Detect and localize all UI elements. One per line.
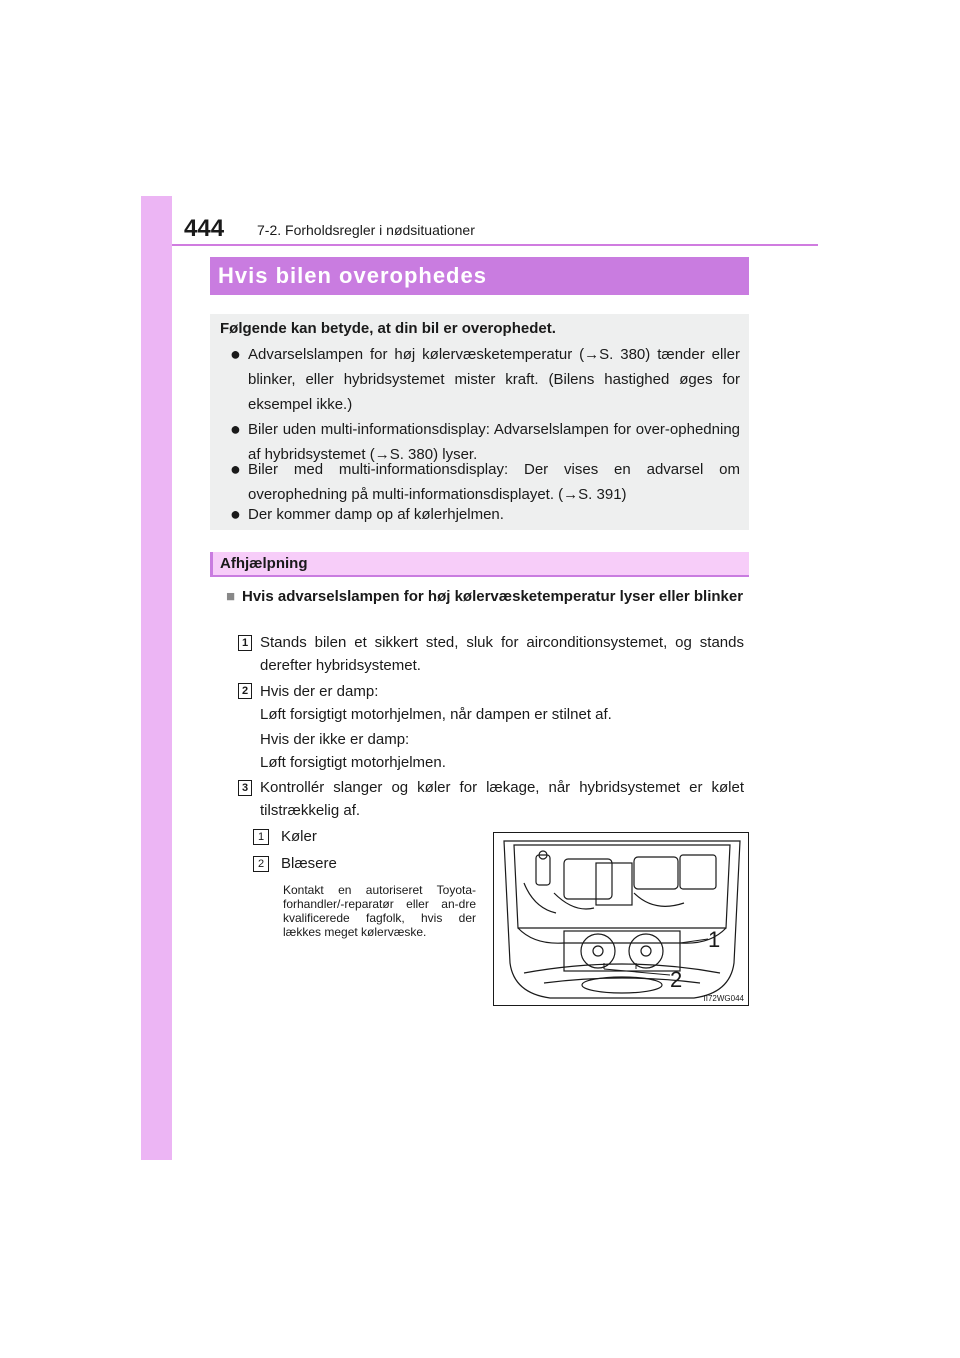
bullet-icon: ● [230, 419, 241, 439]
step-text: Hvis der er damp: [260, 683, 379, 700]
step-number: 2 [238, 683, 252, 699]
legend-label: Blæsere [281, 855, 337, 872]
callout-1-label: 1 [708, 927, 721, 952]
step-text: Stands bilen et sikkert sted, sluk for airconditionsystemet, og stands derefter hybridsystemet. [260, 634, 744, 674]
symptoms-lead: Følgende kan betyde, at din bil er overophedet. [220, 320, 556, 337]
symptom-bullet: ● Advarselslampen for høj kølervæsketemperatur (→S. 380) tænder eller blinker, eller hybridsystemet mister kraft. (Bilens hastighed øges for eksempel ikke.) [230, 344, 740, 413]
figure-code: II72WG044 [703, 994, 744, 1003]
remedy-title-bar [210, 552, 749, 577]
legend-number: 2 [253, 856, 269, 872]
engine-bay-drawing [494, 833, 749, 1006]
step-text: Hvis der ikke er damp: [260, 731, 410, 748]
bullet-icon: ● [230, 344, 241, 364]
square-bullet-icon: ■ [226, 588, 236, 605]
step-text: Løft forsigtigt motorhjelmen. [260, 754, 446, 771]
remedy-title: Afhjælpning [220, 555, 308, 572]
legend-label: Køler [281, 828, 317, 845]
step-number: 1 [238, 635, 252, 651]
symptom-bullet: ● Biler med multi-informationsdisplay: Der vises en advarsel om overophedning på multi-informationsdisplayet. (→S. 391) [230, 459, 740, 503]
step-text: Kontrollér slanger og køler for lækage, når hybridsystemet er kølet tilstrækkelig af. [260, 779, 744, 819]
section-title: Hvis bilen overophedes [218, 263, 487, 288]
engine-bay-illustration [493, 832, 749, 1006]
chapter-title: 7-2. Forholdsregler i nødsituationer [257, 222, 475, 238]
section-title-bar [210, 257, 749, 295]
step-number: 3 [238, 780, 252, 796]
condition-heading: ■ Hvis advarselslampen for høj kølervæsketemperatur lyser eller blinker [226, 585, 746, 608]
bullet-icon: ● [230, 459, 241, 479]
header-rule [172, 244, 818, 246]
step-text: Løft forsigtigt motorhjelmen, når dampen er stilnet af. [260, 706, 612, 723]
symptom-bullet: ● Biler uden multi-informationsdisplay: Advarselslampen for over-ophedning af hybridsystemet (→S. 380) lyser. [230, 419, 740, 463]
chapter-side-tab [141, 196, 172, 1160]
bullet-icon: ● [230, 504, 241, 524]
symptoms-box [210, 314, 749, 530]
legend-number: 1 [253, 829, 269, 845]
page-number: 444 [184, 215, 225, 242]
note-text: Kontakt en autoriseret Toyota-forhandler/-reparatør eller an-dre kvalificerede fagfolk, hvis der lækkes meget kølervæske. [283, 883, 476, 939]
symptom-bullet: ● Der kommer damp op af kølerhjelmen. [230, 502, 740, 527]
callout-2-label: 2 [670, 967, 683, 992]
